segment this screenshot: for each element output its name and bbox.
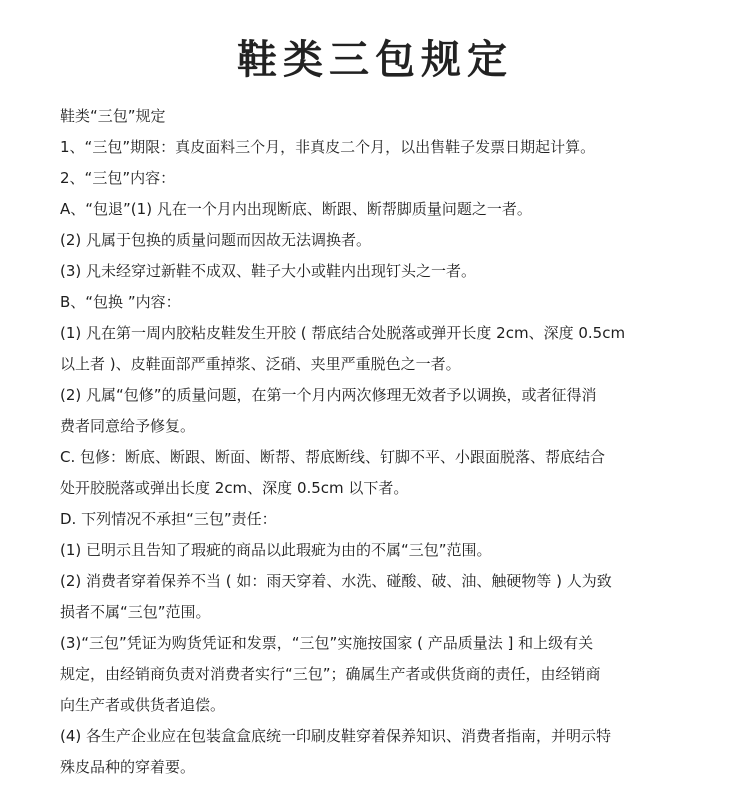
text-line: (2) 凡属于包换的质量问题而因故无法调换者。 [60, 231, 372, 249]
text-line: (2) 消费者穿着保养不当 ( 如：雨天穿着、水洗、碰酸、破、油、触硬物等 ) 人为致 [60, 572, 612, 590]
text-line: 向生产者或供货者追偿。 [60, 696, 226, 714]
text-line: (1) 已明示且告知了瑕疵的商品以此瑕疵为由的不属“三包”范围。 [60, 541, 492, 559]
text-line: (4) 各生产企业应在包装盒盒底统一印刷皮鞋穿着保养知识、消费者指南，并明示特 [60, 727, 612, 745]
text-line: (3) 凡未经穿过新鞋不成双、鞋子大小或鞋内出现钉头之一者。 [60, 262, 477, 280]
text-line: (3)“三包”凭证为购货凭证和发票，“三包”实施按国家 ( 产品质量法 ] 和上级有关 [60, 634, 594, 652]
text-line: C. 包修：断底、断跟、断面、断帮、帮底断线、钉脚不平、小跟面脱落、帮底结合 [60, 448, 606, 466]
text-line: 规定，由经销商负责对消费者实行“三包”；确属生产者或供货商的责任，由经销商 [60, 665, 601, 683]
text-line: 费者同意给予修复。 [60, 417, 196, 435]
text-line: 殊皮品种的穿着要。 [60, 758, 196, 776]
text-line: 鞋类“三包”规定 [60, 107, 166, 125]
text-line: A、“包退”(1) 凡在一个月内出现断底、断跟、断帮脚质量问题之一者。 [60, 200, 532, 218]
text-line: B、“包换 ”内容： [60, 293, 181, 311]
text-line: 损者不属“三包”范围。 [60, 603, 211, 621]
text-line: 1、“三包”期限：真皮面料三个月，非真皮二个月，以出售鞋子发票日期起计算。 [60, 138, 596, 156]
text-line: 以上者 )、皮鞋面部严重掉浆、泛硝、夹里严重脱色之一者。 [60, 355, 461, 373]
text-line: 处开胶脱落或弹出长度 2cm、深度 0.5cm 以下者。 [60, 479, 409, 497]
text-line: D. 下列情况不承担“三包”责任： [60, 510, 277, 528]
text-line: (2) 凡属“包修”的质量问题，在第一个月内两次修理无效者予以调换，或者征得消 [60, 386, 597, 404]
text-line: 2、“三包”内容： [60, 169, 176, 187]
page-title: 鞋类三包规定 [237, 37, 513, 83]
text-line: (1) 凡在第一周内胶粘皮鞋发生开胶 ( 帮底结合处脱落或弹开长度 2cm、深度 0.5cm [60, 324, 626, 342]
regulation-body [60, 101, 700, 783]
